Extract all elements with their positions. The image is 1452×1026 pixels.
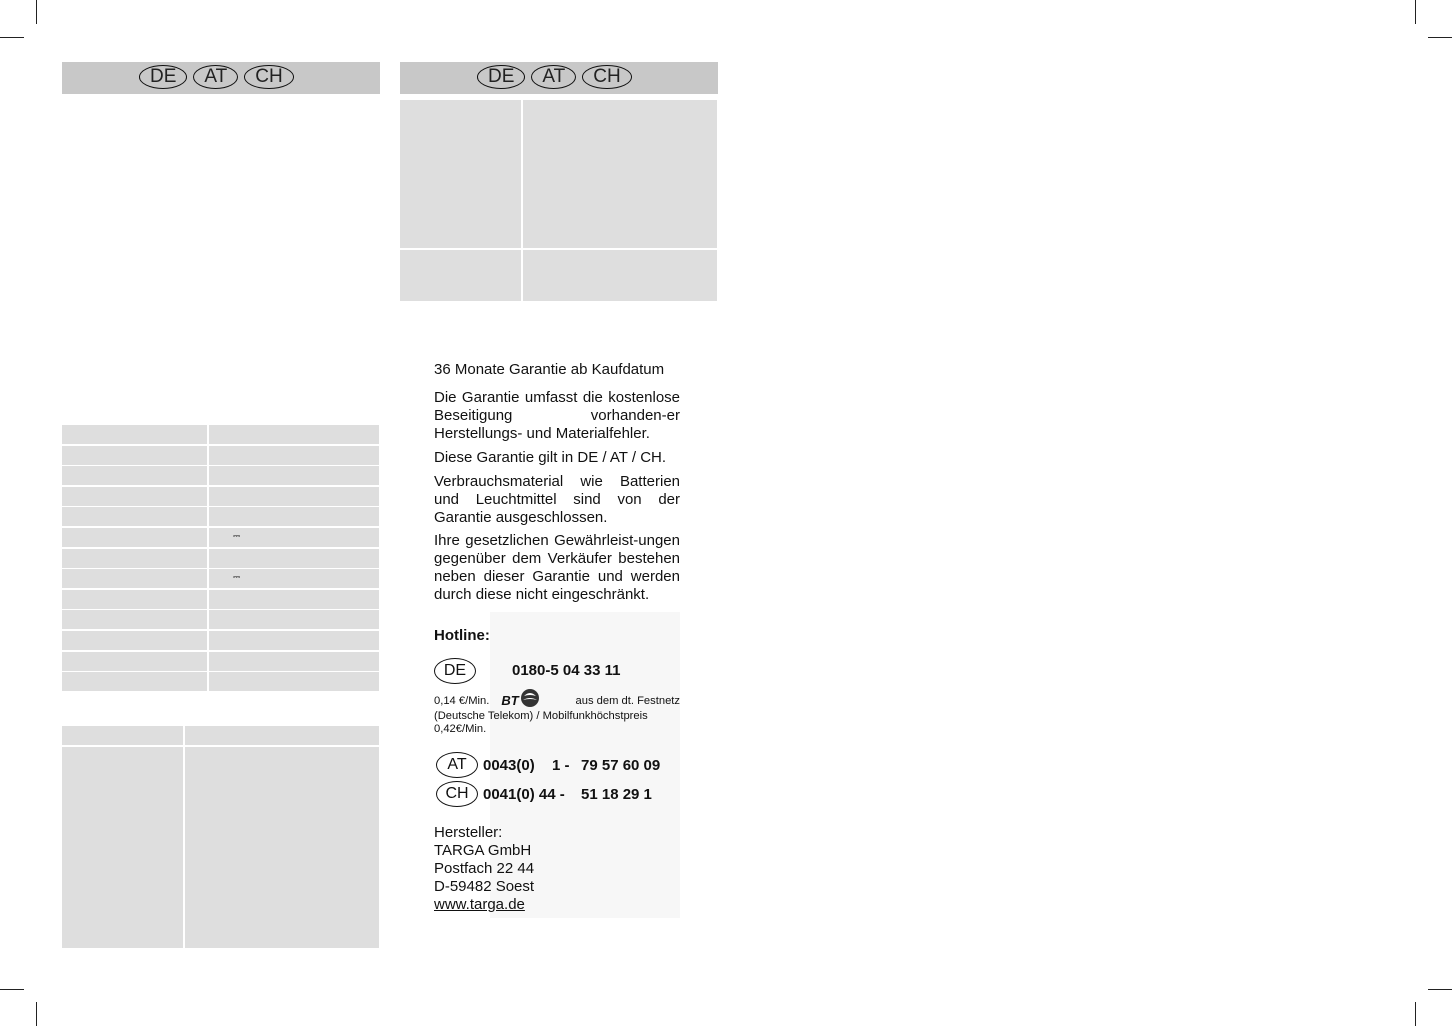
hotline-area-at: 1 - [552,757,570,774]
country-badge-ch: CH [244,65,293,89]
hotline-badge-ch: CH [436,781,478,807]
hotline-number-at: 79 57 60 09 [581,757,661,774]
spec-row [62,569,379,588]
country-header-bar [400,62,718,94]
bt-logo: BT [501,694,539,708]
country-badge-ch: CH [582,65,631,89]
info-table-cell [185,726,379,745]
crop-mark [1428,37,1452,38]
warranty-exclusions: Verbrauchsmaterial wie Batterien und Leuchtmittel sind von der Garantie ausgeschlossen. [434,473,680,526]
manufacturer-website-link[interactable]: www.targa.de [434,896,525,913]
hotline-badge-de: DE [434,658,476,684]
rate-suffix: aus dem dt. Festnetz [575,695,680,707]
info-table-cell [400,250,521,301]
crop-mark [1428,989,1452,990]
rate-info-line1 [434,694,680,708]
info-table-cell [523,250,717,301]
spec-row [62,672,379,691]
info-table-cell [62,747,183,948]
hotline-badge-at: AT [436,752,478,778]
warranty-countries: Diese Garantie gilt in DE / AT / CH. [434,449,667,466]
hotline-title: Hotline: [434,627,490,644]
manufacturer-name: TARGA GmbH [434,842,532,859]
country-badge-de: DE [139,65,187,89]
info-table-cell [185,747,379,948]
crop-mark [0,37,24,38]
crop-mark [36,1002,37,1026]
spec-row [62,631,379,650]
manufacturer-label: Hersteller: [434,824,503,841]
spec-row [62,487,379,506]
spec-row [62,446,379,465]
spec-row [62,507,379,526]
spec-row [62,528,379,547]
warranty-scope: Die Garantie umfasst die kostenlose Beseitigung vorhanden-er Herstellungs- und Materialfehler. [434,389,680,442]
hotline-number-ch: 51 18 29 1 [581,786,652,803]
crop-mark [0,989,24,990]
rate-info-line2: (Deutsche Telekom) / Mobilfunkhöchstpreis [434,710,648,722]
spec-row [62,590,379,609]
crop-mark [1415,0,1416,24]
spec-row [62,610,379,629]
spec-row [62,652,379,671]
hotline-prefix-at: 0043(0) [483,757,535,774]
rate-info-line3: 0,42€/Min. [434,723,487,735]
manufacturer-po-box: Postfach 22 44 [434,860,535,877]
info-table-cell [400,100,521,248]
manufacturer-city: D-59482 Soest [434,878,535,895]
country-badge-at: AT [531,65,576,89]
hotline-number-de: 0180-5 04 33 11 [512,662,621,679]
country-badge-de: DE [477,65,525,89]
crop-mark [1415,1002,1416,1026]
warranty-duration: 36 Monate Garantie ab Kaufdatum [434,361,665,378]
hotline-prefix-ch: 0041(0) 44 - [483,786,565,803]
crop-mark [36,0,37,24]
warranty-legal: Ihre gesetzlichen Gewährleist-ungen gegenüber dem Verkäufer bestehen neben dieser Garantie und werden durch diese nicht eingeschränkt. [434,532,680,603]
rate-prefix: 0,14 €/Min. [434,695,490,707]
info-table-cell [523,100,717,248]
spec-row [62,549,379,568]
spec-row [62,466,379,485]
dc-symbol: ⎓ [233,572,240,583]
info-table-cell [62,726,183,745]
country-header-bar [62,62,380,94]
spec-row [62,425,379,444]
country-badge-at: AT [193,65,238,89]
spec-table [62,425,379,693]
dc-symbol: ⎓ [233,530,240,541]
globe-icon [520,688,540,708]
